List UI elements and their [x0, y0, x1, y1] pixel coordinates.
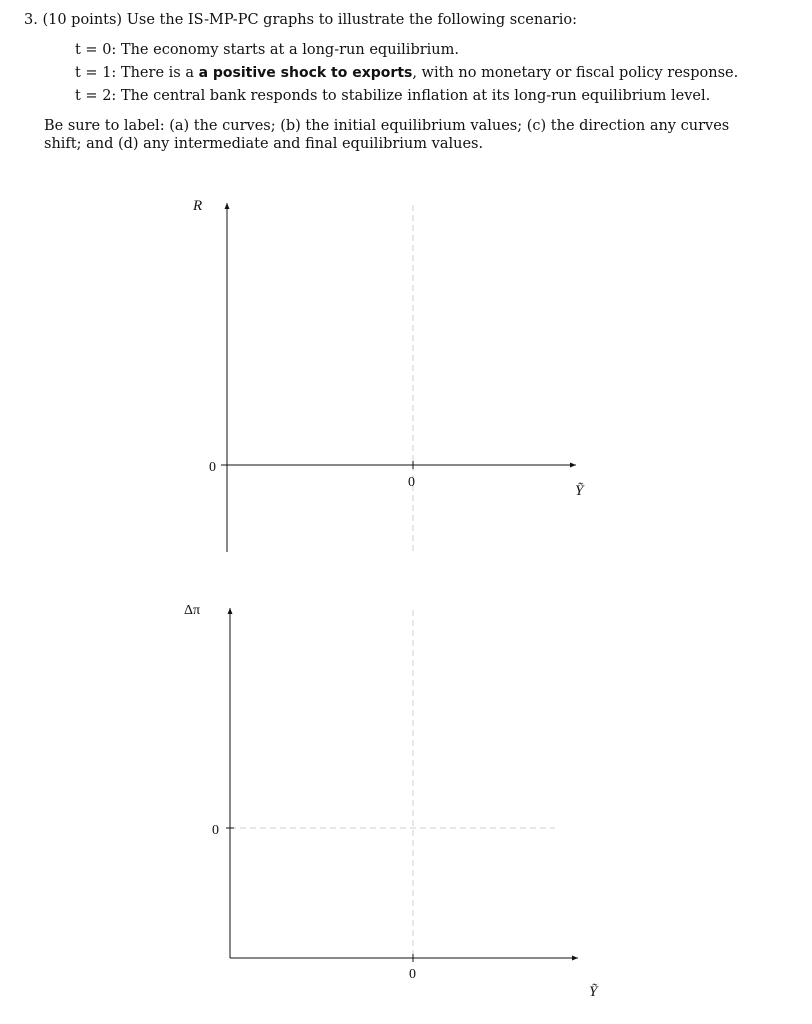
x-axis-label: Ỹ: [575, 483, 584, 499]
x-axis-label: Ỹ: [589, 984, 598, 1000]
x-tick-label: 0: [408, 475, 415, 490]
scenario-text: There is a: [120, 65, 194, 81]
is-mp-graph: [192, 198, 585, 552]
question-number: 3.: [24, 12, 38, 28]
question-prompt: Use the IS-MP-PC graphs to illustrate the following scenario:: [126, 12, 578, 28]
scenario-label: t = 0:: [75, 42, 117, 58]
scenario-label: t = 1:: [75, 65, 117, 81]
scenario-emphasis: a positive shock to exports: [198, 65, 413, 81]
scenario-text: The economy starts at a long-run equilibrium.: [120, 42, 459, 58]
pc-graph: [184, 603, 599, 1000]
y-axis-label: Δπ: [184, 603, 201, 618]
x-tick-label: 0: [409, 967, 416, 982]
y-axis-label: R: [193, 198, 203, 214]
scenario-label: t = 2:: [75, 88, 117, 104]
scenario-text-tail: , with no monetary or fiscal policy response.: [412, 65, 739, 81]
origin-y-label: 0: [209, 460, 216, 475]
scenario-text: The central bank responds to stabilize inflation at its long-run equilibrium level.: [120, 88, 711, 104]
question-points: (10 points): [42, 12, 123, 28]
origin-y-label: 0: [212, 823, 219, 838]
instructions: Be sure to label: (a) the curves; (b) the initial equilibrium values; (c) the direction any curves shift; and (d) any intermediate and final equilibrium values.: [44, 118, 730, 152]
